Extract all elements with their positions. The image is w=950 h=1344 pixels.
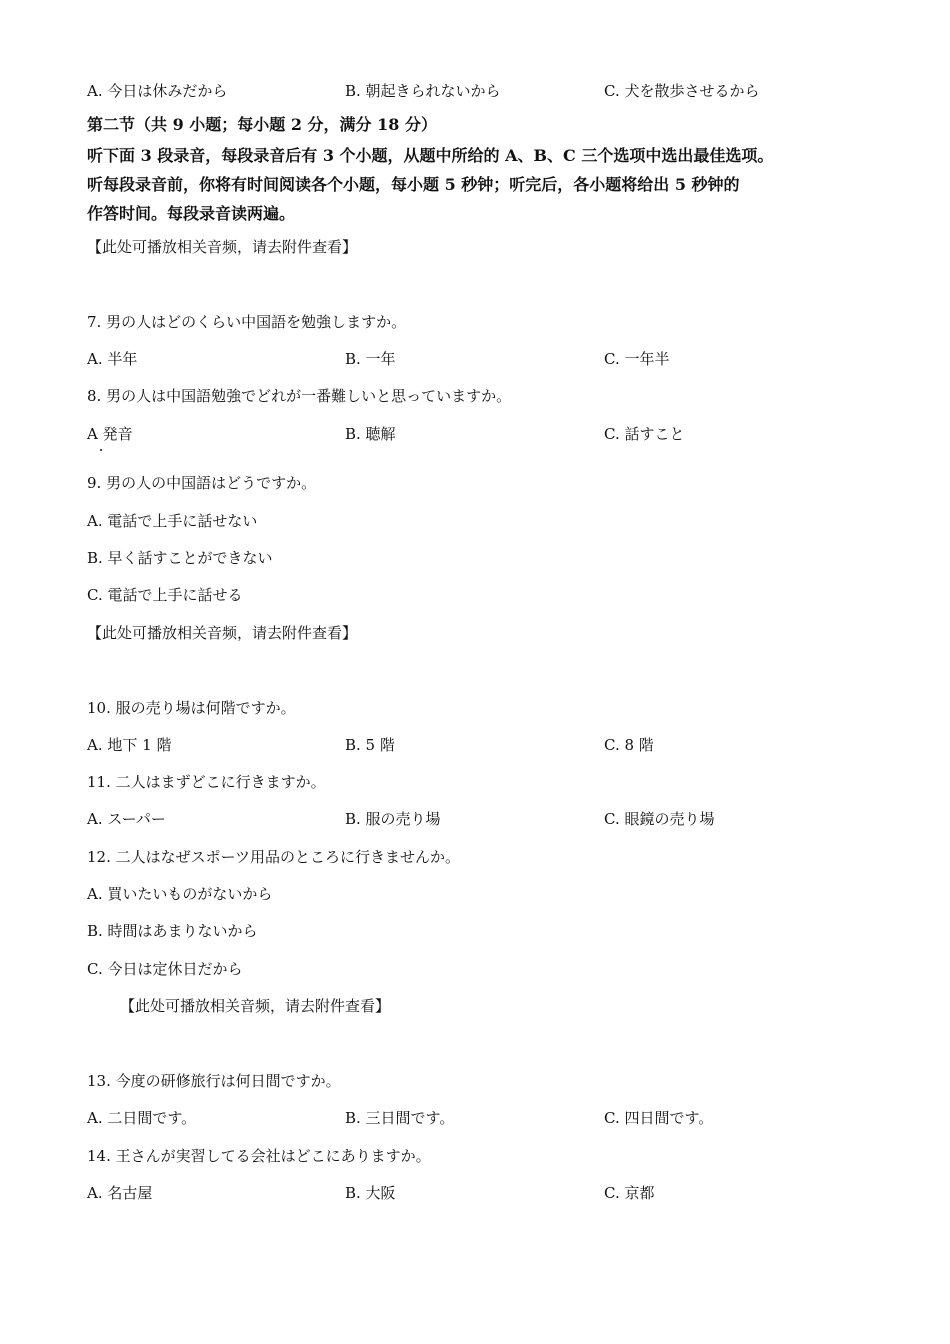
question-7-stem: 7. 男の人はどのくらい中国語を勉強しますか。 <box>87 313 407 331</box>
audio-note: 【此处可播放相关音频，请去附件查看】 <box>87 624 358 642</box>
q14-option-b: B. 大阪 <box>345 1184 396 1202</box>
q6-option-c: C. 犬を散歩させるから <box>604 82 760 100</box>
q12-option-b: B. 時間はあまりないから <box>87 922 258 940</box>
q7-option-a: A. 半年 <box>87 350 138 368</box>
q8-option-b: B. 聴解 <box>345 425 396 443</box>
question-14-stem: 14. 王さんが実習してる会社はどこにありますか。 <box>87 1147 431 1165</box>
q13-option-b: B. 三日間です。 <box>345 1109 455 1127</box>
audio-note: 【此处可播放相关音频，请去附件查看】 <box>120 997 391 1015</box>
section-instruction-3: 作答时间。每段录音读两遍。 <box>87 204 296 223</box>
question-11-stem: 11. 二人はまずどこに行きますか。 <box>87 773 326 791</box>
q11-option-b: B. 服の売り場 <box>345 810 441 828</box>
q13-option-c: C. 四日間です。 <box>604 1109 714 1127</box>
q13-option-a: A. 二日間です。 <box>87 1109 197 1127</box>
q7-option-b: B. 一年 <box>345 350 396 368</box>
section-instruction-1: 听下面 3 段录音，每段录音后有 3 个小题，从题中所给的 A、B、C 三个选项中选出最佳选项。 <box>87 146 774 165</box>
section-instruction-2: 听每段录音前，你将有时间阅读各个小题，每小题 5 秒钟；听完后，各小题将给出 5 秒钟的 <box>87 175 740 194</box>
question-13-stem: 13. 今度の研修旅行は何日間ですか。 <box>87 1072 341 1090</box>
q11-option-c: C. 眼鏡の売り場 <box>604 810 715 828</box>
q10-option-c: C. 8 階 <box>604 736 654 754</box>
question-12-stem: 12. 二人はなぜスポーツ用品のところに行きませんか。 <box>87 848 461 866</box>
q9-option-a: A. 電話で上手に話せない <box>87 512 258 530</box>
stray-dot <box>100 449 102 451</box>
q9-option-b: B. 早く話すことができない <box>87 549 273 567</box>
section-heading: 第二节（共 9 小题；每小题 2 分，满分 18 分） <box>87 115 437 134</box>
q7-option-c: C. 一年半 <box>604 350 670 368</box>
q14-option-c: C. 京都 <box>604 1184 655 1202</box>
q8-option-c: C. 話すこと <box>604 425 685 443</box>
audio-note: 【此处可播放相关音频，请去附件查看】 <box>87 238 358 256</box>
q10-option-b: B. 5 階 <box>345 736 395 754</box>
q6-option-b: B. 朝起きられないから <box>345 82 501 100</box>
q6-option-a: A. 今日は休みだから <box>87 82 228 100</box>
q9-option-c: C. 電話で上手に話せる <box>87 586 243 604</box>
q12-option-c: C. 今日は定休日だから <box>87 960 243 978</box>
q12-option-a: A. 買いたいものがないから <box>87 885 273 903</box>
q10-option-a: A. 地下 1 階 <box>87 736 172 754</box>
q8-option-a: A 発音 <box>87 425 133 443</box>
q11-option-a: A. スーパー <box>87 810 166 828</box>
question-8-stem: 8. 男の人は中国語勉強でどれが一番難しいと思っていますか。 <box>87 387 512 405</box>
q14-option-a: A. 名古屋 <box>87 1184 153 1202</box>
question-9-stem: 9. 男の人の中国語はどうですか。 <box>87 474 317 492</box>
question-10-stem: 10. 服の売り場は何階ですか。 <box>87 699 296 717</box>
